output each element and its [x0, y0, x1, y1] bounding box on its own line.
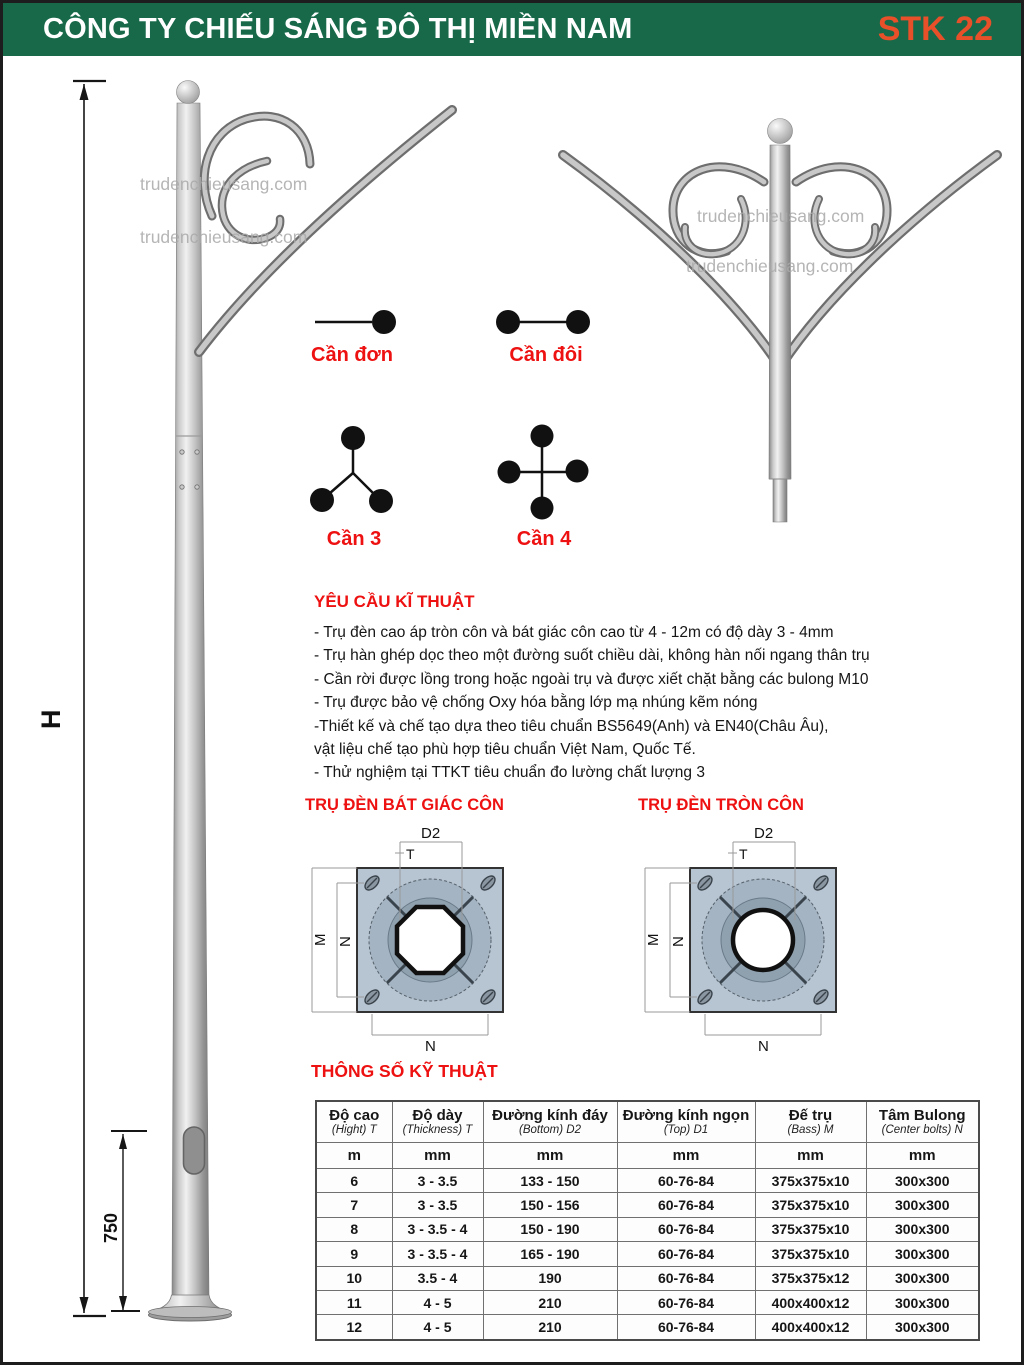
spec-table-row [316, 1217, 979, 1241]
watermark-text: trudenchieusang.com [140, 174, 308, 194]
bottom-diameter-cell: 165 - 190 [483, 1242, 617, 1266]
bolt-center-cell: 300x300 [866, 1290, 979, 1314]
height-cell: 12 [316, 1315, 392, 1340]
dim-label-m: M [645, 933, 662, 946]
spec-table-column-header: Đế trụ (Bass) M [755, 1101, 866, 1143]
pole-ball-finial [768, 119, 793, 144]
requirement-line: - Trụ được bảo vệ chống Oxy hóa bằng lớp mạ nhúng kẽm nóng [314, 694, 758, 712]
dim-label-m: M [312, 933, 329, 946]
requirements-title: YÊU CẦU KĨ THUẬT [314, 592, 475, 611]
requirement-line: - Cần rời được lồng trong hoặc ngoài trụ và được xiết chặt bằng các bulong M10 [314, 670, 869, 688]
round-shaft-hole [733, 910, 793, 970]
watermark-text: trudenchieusang.com [686, 256, 854, 276]
dim-label-n: N [670, 936, 687, 947]
base-plate-cell: 375x375x12 [755, 1266, 866, 1290]
height-cell: 7 [316, 1193, 392, 1217]
bottom-diameter-cell: 150 - 190 [483, 1217, 617, 1241]
octagonal-shaft-hole [397, 907, 463, 973]
arm-single-label: Cần đơn [311, 344, 393, 366]
spec-table [315, 1100, 980, 1341]
bottom-diameter-cell: 190 [483, 1266, 617, 1290]
arm-double-glyph [496, 310, 590, 334]
arm-single-glyph [315, 310, 396, 334]
octagonal-diagram-title: TRỤ ĐÈN BÁT GIÁC CÔN [305, 796, 504, 814]
unit-cell: mm [483, 1143, 617, 1169]
spec-table-column-header: Đường kính ngọn (Top) D1 [617, 1101, 755, 1143]
bolt-center-cell: 300x300 [866, 1266, 979, 1290]
bottom-diameter-cell: 210 [483, 1290, 617, 1314]
height-cell: 10 [316, 1266, 392, 1290]
watermark-text: trudenchieusang.com [140, 227, 308, 247]
spec-table-column-header: Độ cao (Hight) T [316, 1101, 392, 1143]
base-plate-cell: 375x375x10 [755, 1217, 866, 1241]
height-cell: 6 [316, 1169, 392, 1193]
spec-table-column-header: Độ dày (Thickness) T [392, 1101, 483, 1143]
round-diagram-title: TRỤ ĐÈN TRÒN CÔN [638, 796, 804, 814]
arm-quad-glyph [498, 425, 589, 520]
top-diameter-cell: 60-76-84 [617, 1242, 755, 1266]
unit-cell: mm [617, 1143, 755, 1169]
arm-quad-label: Cần 4 [516, 528, 572, 550]
dim-label-t: T [739, 846, 748, 862]
thickness-cell: 3.5 - 4 [392, 1266, 483, 1290]
height-dimension-label: H [36, 709, 66, 729]
spec-table-row [316, 1266, 979, 1290]
spec-table-body [316, 1169, 979, 1340]
thickness-cell: 3 - 3.5 - 4 [392, 1242, 483, 1266]
top-diameter-cell: 60-76-84 [617, 1169, 755, 1193]
spec-table-column-header: Tâm Bulong (Center bolts) N [866, 1101, 979, 1143]
height-dimension [36, 81, 106, 1316]
bottom-diameter-cell: 133 - 150 [483, 1169, 617, 1193]
base-plate-cell: 375x375x10 [755, 1193, 866, 1217]
pole-ball-finial [177, 81, 200, 104]
base-plate-cell: 375x375x10 [755, 1169, 866, 1193]
bottom-diameter-cell: 150 - 156 [483, 1193, 617, 1217]
height-cell: 8 [316, 1217, 392, 1241]
thickness-cell: 4 - 5 [392, 1315, 483, 1340]
double-arm-pole-illustration [563, 119, 997, 523]
bolt-center-cell: 300x300 [866, 1193, 979, 1217]
base-plate-cell: 400x400x12 [755, 1290, 866, 1314]
access-door [184, 1127, 205, 1174]
base-dimension-750 [101, 1131, 147, 1311]
requirement-line: - Trụ đèn cao áp tròn côn và bát giác côn cao từ 4 - 12m có độ dày 3 - 4mm [314, 624, 834, 641]
product-code: STK 22 [877, 10, 993, 48]
dim-label-d2: D2 [754, 825, 774, 842]
spec-table-column-header: Đường kính đáy (Bottom) D2 [483, 1101, 617, 1143]
top-diameter-cell: 60-76-84 [617, 1315, 755, 1340]
requirement-line: -Thiết kế và chế tạo dựa theo tiêu chuẩn BS5649(Anh) và EN40(Châu Âu), [314, 717, 829, 735]
arm-double-label: Cần đôi [509, 344, 583, 366]
requirement-line: - Trụ hàn ghép dọc theo một đường suốt chiều dài, không hàn nối ngang thân trụ [314, 647, 870, 665]
spec-table-row [316, 1242, 979, 1266]
height-cell: 9 [316, 1242, 392, 1266]
bolt-center-cell: 300x300 [866, 1169, 979, 1193]
bolt-center-cell: 300x300 [866, 1315, 979, 1340]
requirement-line: - Thử nghiệm tại TTKT tiêu chuẩn đo lường chất lượng 3 [314, 764, 705, 782]
company-title: CÔNG TY CHIẾU SÁNG ĐÔ THỊ MIỀN NAM [43, 13, 633, 45]
dim-label-d2: D2 [421, 825, 441, 842]
unit-cell: mm [866, 1143, 979, 1169]
base-plate-cell: 375x375x10 [755, 1242, 866, 1266]
arm-triple-glyph [310, 426, 393, 513]
requirement-line: vật liệu chế tạo phù hợp tiêu chuẩn Việt Nam, Quốc Tế. [314, 741, 696, 759]
bolt-center-cell: 300x300 [866, 1217, 979, 1241]
dim-label-n: N [758, 1038, 769, 1055]
top-diameter-cell: 60-76-84 [617, 1266, 755, 1290]
dim-label-n: N [425, 1038, 436, 1055]
spec-table-header-row [316, 1101, 979, 1143]
top-diameter-cell: 60-76-84 [617, 1290, 755, 1314]
thickness-cell: 3 - 3.5 [392, 1193, 483, 1217]
base-plate-cell: 400x400x12 [755, 1315, 866, 1340]
watermark-text: trudenchieusang.com [697, 206, 865, 226]
base-dimension-label: 750 [101, 1212, 121, 1243]
requirements-list [314, 621, 870, 785]
unit-cell: mm [755, 1143, 866, 1169]
spec-table-unit-row [316, 1143, 979, 1169]
arm-triple-label: Cần 3 [326, 528, 382, 550]
unit-cell: m [316, 1143, 392, 1169]
bolt-center-cell: 300x300 [866, 1242, 979, 1266]
dim-label-t: T [406, 846, 415, 862]
top-diameter-cell: 60-76-84 [617, 1193, 755, 1217]
octagonal-base-diagram [312, 825, 503, 1055]
round-base-diagram [645, 825, 836, 1055]
thickness-cell: 3 - 3.5 [392, 1169, 483, 1193]
spec-table-row [316, 1169, 979, 1193]
spec-table-row [316, 1193, 979, 1217]
spec-table-title: THÔNG SỐ KỸ THUẬT [311, 1061, 498, 1081]
top-diameter-cell: 60-76-84 [617, 1217, 755, 1241]
spec-table-row [316, 1315, 979, 1340]
unit-cell: mm [392, 1143, 483, 1169]
thickness-cell: 4 - 5 [392, 1290, 483, 1314]
dim-label-n: N [337, 936, 354, 947]
height-cell: 11 [316, 1290, 392, 1314]
thickness-cell: 3 - 3.5 - 4 [392, 1217, 483, 1241]
spec-table-row [316, 1290, 979, 1314]
bottom-diameter-cell: 210 [483, 1315, 617, 1340]
